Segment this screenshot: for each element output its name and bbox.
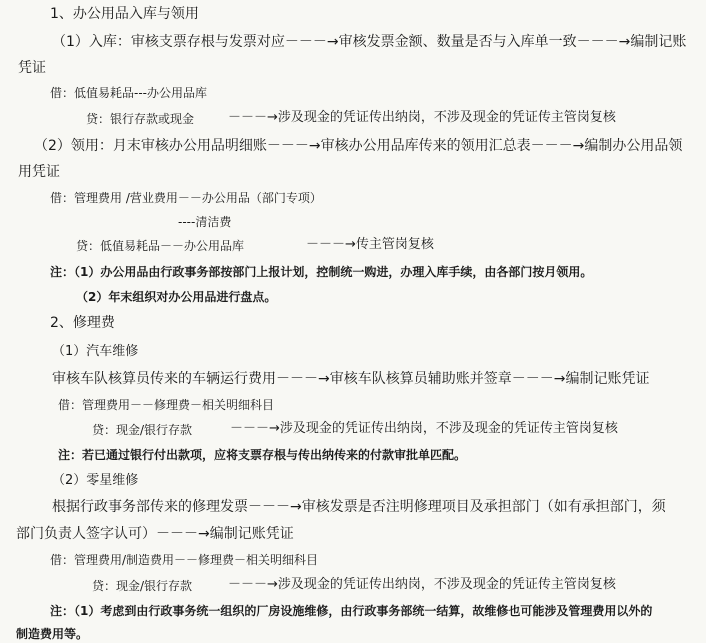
note-2: （2）年末组织对办公用品进行盘点。	[76, 290, 277, 304]
misc-credit-flow: －－－→涉及现金的凭证传出纳岗，不涉及现金的凭证传主管岗复核	[228, 577, 616, 592]
section1-heading: 1、办公用品入库与领用	[50, 6, 199, 22]
misc-debit-entry: 借：管理费用/制造费用－－修理费－相关明细科目	[50, 553, 319, 567]
section2-heading: 2、修理费	[50, 315, 115, 331]
car-credit-entry: 贷：现金/银行存款	[92, 423, 193, 437]
car-credit-flow: －－－→涉及现金的凭证传出纳岗，不涉及现金的凭证传主管岗复核	[230, 421, 618, 436]
misc-note-line1: 注：（1）考虑到由行政事务统一组织的厂房设施维修，由行政事务部统一结算，故维修也可能涉及管理费用以外的	[50, 604, 653, 618]
issue-credit-flow: －－－→传主管岗复核	[306, 237, 434, 252]
misc-note-line2: 制造费用等。	[16, 627, 89, 641]
misc-repair-flow-line1: 根据行政事务部传来的修理发票－－－→审核发票是否注明修理项目及承担部门（如有承担部门，须	[52, 499, 666, 515]
car-note: 注：若已通过银行付出款项，应将支票存根与传出纳传来的付款审批单匹配。	[58, 448, 467, 462]
note-1: 注：（1）办公用品由行政事务部按部门上报计划，控制统一购进，办理入库手续，由各部门按月领用。	[50, 265, 593, 279]
issue-credit-entry: 贷：低值易耗品－－办公用品库	[76, 239, 245, 253]
issue-flow-line1: （2）领用：月末审核办公用品明细账－－－→审核办公用品库传来的领用汇总表－－－→编制办公用品领	[34, 138, 683, 154]
issue-debit-entry: 借：管理费用 /营业费用－－办公用品（部门专项）	[50, 191, 322, 205]
misc-repair-flow-line2: 部门负责人签字认可）－－－→编制记账凭证	[16, 526, 294, 542]
car-debit-entry: 借：管理费用－－修理费－相关明细科目	[58, 398, 275, 412]
inbound-credit-flow: －－－→涉及现金的凭证传出纳岗，不涉及现金的凭证传主管岗复核	[228, 110, 616, 125]
issue-flow-line2: 用凭证	[18, 164, 60, 180]
inbound-flow-line1: （1）入库：审核支票存根与发票对应－－－→审核发票金额、数量是否与入库单一致－－－→编制记账	[52, 34, 687, 50]
issue-debit-subentry: ----清洁费	[178, 215, 232, 229]
inbound-debit-entry: 借：低值易耗品---办公用品库	[50, 86, 207, 100]
misc-credit-entry: 贷：现金/银行存款	[92, 579, 193, 593]
car-repair-heading: （1）汽车维修	[52, 344, 139, 359]
misc-repair-heading: （2）零星维修	[52, 473, 139, 488]
inbound-credit-entry: 贷：银行存款或现金	[86, 112, 195, 126]
car-repair-flow: 审核车队核算员传来的车辆运行费用－－－→审核车队核算员辅助账并签章－－－→编制记账凭证	[52, 371, 650, 387]
inbound-flow-line2: 凭证	[18, 60, 46, 76]
